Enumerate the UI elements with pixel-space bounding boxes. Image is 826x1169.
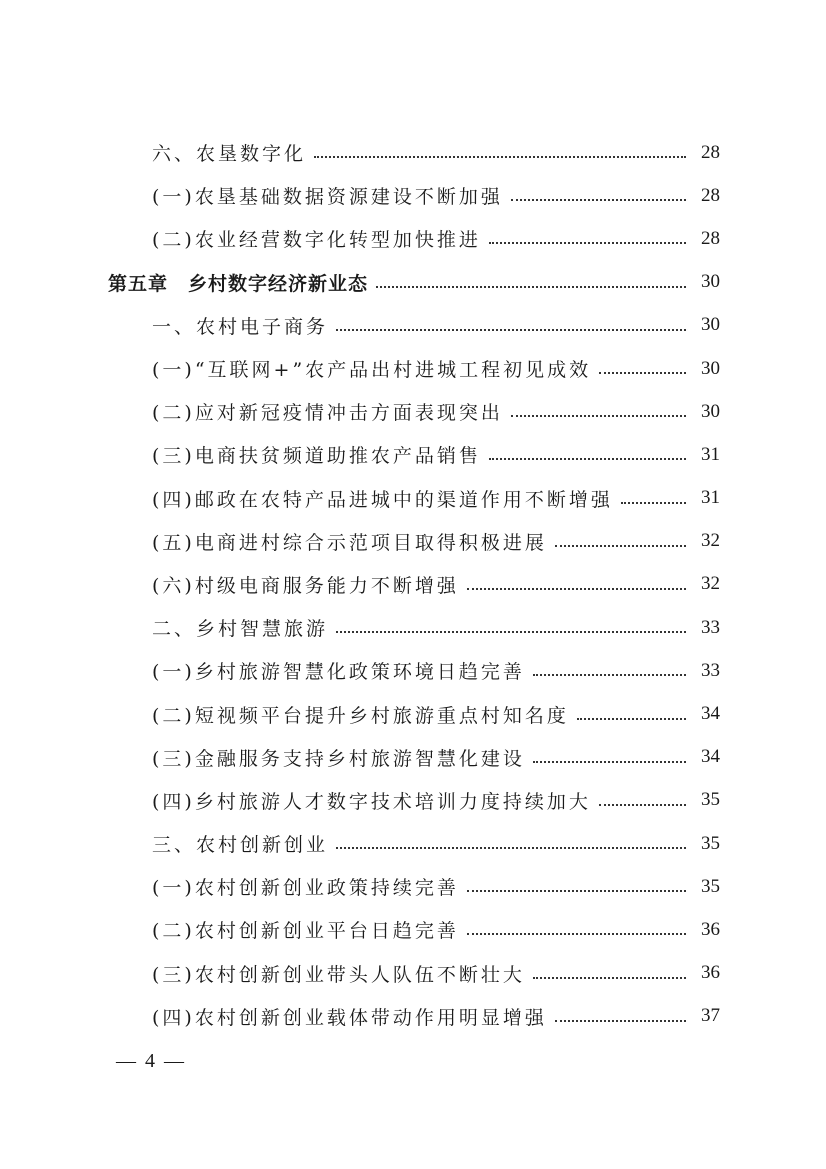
toc-dot-leader — [489, 241, 686, 244]
toc-dot-leader — [533, 760, 686, 763]
toc-dot-leader — [599, 803, 686, 806]
toc-entry-title: (二)农村创新创业平台日趋完善 — [152, 920, 459, 943]
toc-entry-title: (六)村级电商服务能力不断增强 — [152, 574, 459, 597]
toc-entry-title: (一)“互联网+”农产品出村进城工程初见成效 — [152, 359, 592, 382]
toc-entry-subsection[interactable] — [0, 736, 826, 779]
toc-entry-page-number: 36 — [701, 962, 720, 984]
toc-dot-leader — [577, 717, 686, 720]
toc-entry-subsection[interactable] — [0, 865, 826, 908]
toc-entry-page-number: 32 — [701, 573, 720, 595]
toc-entry-title: (二)农业经营数字化转型加快推进 — [152, 229, 481, 252]
page-number-footer: — 4 — — [116, 1050, 186, 1072]
toc-entry-subsection[interactable] — [0, 433, 826, 476]
toc-entry-title: (一)乡村旅游智慧化政策环境日趋完善 — [152, 661, 525, 684]
toc-entry-subsection[interactable] — [0, 347, 826, 390]
toc-entry-section[interactable] — [0, 606, 826, 649]
toc-entry-page-number: 34 — [701, 703, 720, 725]
toc-entry-title: (三)金融服务支持乡村旅游智慧化建设 — [152, 747, 525, 770]
toc-entry-page-number: 33 — [701, 659, 720, 681]
toc-dot-leader — [511, 198, 686, 201]
toc-entry-page-number: 31 — [701, 487, 720, 509]
toc-entry-page-number: 30 — [701, 271, 720, 293]
toc-entry-page-number: 30 — [701, 400, 720, 422]
toc-entry-subsection[interactable] — [0, 952, 826, 995]
toc-entry-subsection[interactable] — [0, 390, 826, 433]
toc-entry-section[interactable] — [0, 131, 826, 174]
toc-entry-subsection[interactable] — [0, 692, 826, 735]
toc-entry-title: 三、农村创新创业 — [152, 834, 329, 857]
toc-dot-leader — [336, 328, 686, 331]
toc-entry-title: 第五章 乡村数字经济新业态 — [108, 272, 369, 295]
toc-entry-subsection[interactable] — [0, 995, 826, 1038]
toc-entry-page-number: 28 — [701, 184, 720, 206]
toc-entry-page-number: 31 — [701, 443, 720, 465]
toc-entry-page-number: 34 — [701, 746, 720, 768]
toc-entry-page-number: 36 — [701, 918, 720, 940]
toc-dot-leader — [555, 1019, 686, 1022]
toc-entry-title: (一)农村创新创业政策持续完善 — [152, 877, 459, 900]
toc-entry-section[interactable] — [0, 822, 826, 865]
toc-entry-page-number: 28 — [701, 141, 720, 163]
toc-dot-leader — [599, 371, 686, 374]
toc-entry-title: (五)电商进村综合示范项目取得积极进展 — [152, 531, 547, 554]
toc-entry-title: (四)农村创新创业载体带动作用明显增强 — [152, 1006, 547, 1029]
toc-entry-subsection[interactable] — [0, 477, 826, 520]
toc-entry-title: (三)农村创新创业带头人队伍不断壮大 — [152, 963, 525, 986]
toc-entry-page-number: 35 — [701, 875, 720, 897]
toc-entry-chapter[interactable] — [0, 261, 826, 304]
toc-entry-page-number: 37 — [701, 1005, 720, 1027]
toc-entry-title: (四)邮政在农特产品进城中的渠道作用不断增强 — [152, 488, 613, 511]
toc-entry-page-number: 33 — [701, 616, 720, 638]
toc-entry-page-number: 28 — [701, 227, 720, 249]
toc-entry-page-number: 30 — [701, 357, 720, 379]
toc-dot-leader — [555, 544, 686, 547]
toc-entry-title: (二)短视频平台提升乡村旅游重点村知名度 — [152, 704, 569, 727]
toc-dot-leader — [314, 155, 686, 158]
toc-entry-subsection[interactable] — [0, 520, 826, 563]
toc-dot-leader — [467, 889, 686, 892]
table-of-contents — [0, 131, 826, 1038]
toc-dot-leader — [533, 976, 686, 979]
toc-entry-subsection[interactable] — [0, 908, 826, 951]
toc-dot-leader — [621, 501, 686, 504]
toc-entry-title: 六、农垦数字化 — [152, 143, 307, 166]
toc-entry-subsection[interactable] — [0, 779, 826, 822]
toc-entry-page-number: 35 — [701, 789, 720, 811]
toc-entry-title: (一)农垦基础数据资源建设不断加强 — [152, 186, 503, 209]
toc-entry-title: (四)乡村旅游人才数字技术培训力度持续加大 — [152, 790, 591, 813]
toc-dot-leader — [336, 846, 686, 849]
toc-dot-leader — [511, 414, 686, 417]
toc-entry-page-number: 35 — [701, 832, 720, 854]
toc-entry-page-number: 32 — [701, 530, 720, 552]
toc-dot-leader — [467, 932, 686, 935]
toc-entry-subsection[interactable] — [0, 563, 826, 606]
toc-dot-leader — [376, 285, 686, 288]
toc-dot-leader — [467, 587, 686, 590]
toc-entry-subsection[interactable] — [0, 174, 826, 217]
toc-entry-title: (二)应对新冠疫情冲击方面表现突出 — [152, 402, 503, 425]
toc-entry-subsection[interactable] — [0, 217, 826, 260]
toc-entry-title: 一、农村电子商务 — [152, 315, 329, 338]
toc-dot-leader — [336, 630, 686, 633]
toc-entry-section[interactable] — [0, 304, 826, 347]
toc-dot-leader — [489, 457, 686, 460]
toc-entry-title: 二、乡村智慧旅游 — [152, 618, 329, 641]
toc-entry-page-number: 30 — [701, 314, 720, 336]
toc-entry-subsection[interactable] — [0, 649, 826, 692]
toc-entry-title: (三)电商扶贫频道助推农产品销售 — [152, 445, 481, 468]
toc-dot-leader — [533, 673, 686, 676]
